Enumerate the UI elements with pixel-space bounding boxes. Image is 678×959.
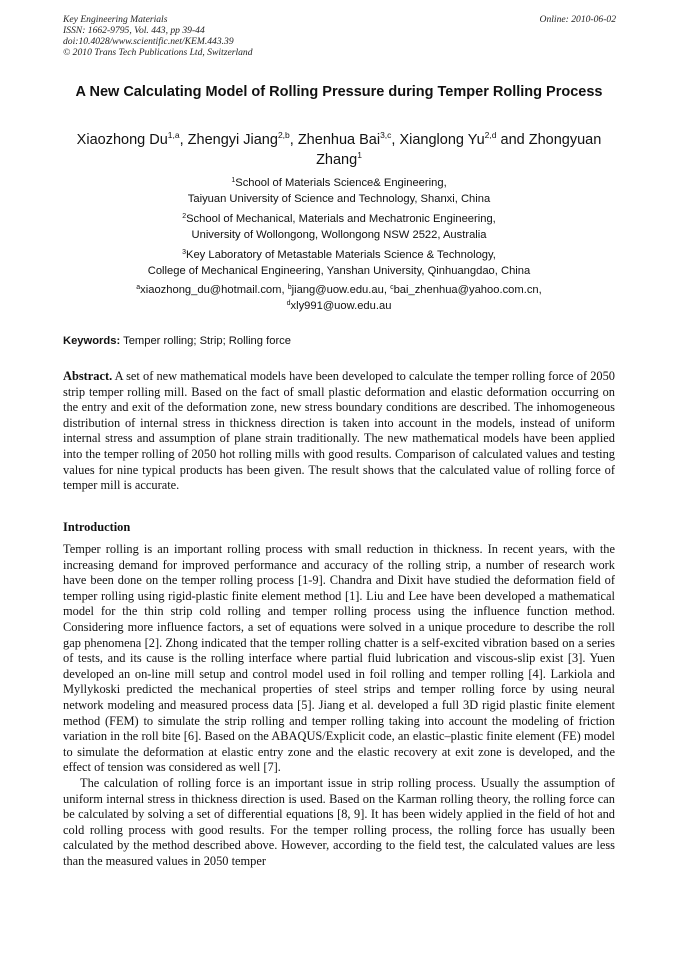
author-name: Xianglong Yu bbox=[399, 132, 485, 148]
affiliation-line: University of Wollongong, Wollongong NSW 2522, Australia bbox=[191, 229, 487, 241]
author-separator: , bbox=[391, 132, 400, 148]
author-separator: and bbox=[496, 132, 529, 148]
affiliation-line: Key Laboratory of Metastable Materials Science & Technology, bbox=[186, 249, 496, 261]
affiliation-number: 1 bbox=[231, 177, 236, 184]
author-affil-mark: 1 bbox=[357, 150, 362, 160]
introduction-body bbox=[63, 542, 615, 869]
affiliation bbox=[63, 248, 615, 279]
email-address: bai_zhenhua@yahoo.com.cn, bbox=[393, 284, 542, 296]
section-heading-introduction: Introduction bbox=[63, 520, 131, 534]
keywords-text: Temper rolling; Strip; Rolling force bbox=[120, 335, 291, 347]
journal-info bbox=[63, 14, 253, 58]
issn-line: ISSN: 1662-9795, Vol. 443, pp 39-44 bbox=[63, 25, 205, 36]
author-affil-mark: 1,a bbox=[167, 130, 180, 140]
online-date: Online: 2010-06-02 bbox=[539, 14, 616, 25]
abstract-label: Abstract. bbox=[63, 369, 113, 383]
email-address: xly991@uow.edu.au bbox=[290, 300, 392, 312]
affiliation-list bbox=[63, 176, 615, 284]
author-name: Zhongyuan Zhang bbox=[316, 132, 602, 168]
author-name: Zhenhua Bai bbox=[297, 132, 381, 148]
affiliation bbox=[63, 212, 615, 243]
keywords bbox=[63, 334, 291, 348]
author-list bbox=[63, 131, 615, 171]
paper-title: A New Calculating Model of Rolling Pressure during Temper Rolling Process bbox=[75, 84, 603, 100]
affiliation bbox=[63, 176, 615, 207]
affiliation-number: 3 bbox=[182, 249, 186, 256]
affiliation-line: School of Materials Science& Engineering, bbox=[235, 177, 447, 189]
abstract bbox=[63, 369, 615, 494]
body-paragraph: The calculation of rolling force is an important issue in strip rolling process. Usually the assumption of uniform internal stress in thickness direction is used. Based on the Karman rolling theory, the rolling force can be calculated by solving a set of differential equations [8, 9]. It has been widely applied in the field of hot and cold rolling process with good results. For the temper rolling process, the rolling force has usually been calculated by the method described above. However, according to the field test, the calculated values are less than the measured values in 2050 temper bbox=[63, 775, 615, 868]
author-affil-mark: 3,c bbox=[380, 130, 392, 140]
affiliation-line: School of Mechanical, Materials and Mechatronic Engineering, bbox=[186, 213, 496, 225]
author-separator: , bbox=[179, 132, 188, 148]
affiliation-line: College of Mechanical Engineering, Yanshan University, Qinhuangdao, China bbox=[147, 265, 531, 277]
keywords-label: Keywords: bbox=[63, 335, 121, 347]
email-address: xiaozhong_du@hotmail.com, bbox=[140, 284, 288, 296]
affiliation-number: 2 bbox=[182, 213, 187, 220]
abstract-text: A set of new mathematical models have been developed to calculate the temper rolling force of 2050 strip temper rolling mill. Based on the fact of small plastic deformation and elastic deformation occurring on the entry and exit of the deformation zone, new stress boundary conditions are described. The inhomogeneous distribution of internal stress in thickness direction is taken into account in the models, instead of uniform internal stress and assumption of plane strain traditionally. The new mathematical models have been applied into the temper rolling of 2050 hot rolling mills with good results. Comparison of calculated values and testing values for nine typical products has been given. The result shows that the calculated value of rolling force of temper mill is accurate. bbox=[63, 369, 615, 493]
journal-name: Key Engineering Materials bbox=[63, 14, 168, 25]
doi-line: doi:10.4028/www.scientific.net/KEM.443.39 bbox=[63, 36, 234, 47]
author-affil-mark: 2,d bbox=[484, 130, 497, 140]
affiliation-line: Taiyuan University of Science and Technology, Shanxi, China bbox=[187, 193, 491, 205]
author-separator: , bbox=[289, 132, 298, 148]
author-affil-mark: 2,b bbox=[277, 130, 290, 140]
copyright-line: © 2010 Trans Tech Publications Ltd, Switzerland bbox=[63, 47, 253, 58]
author-name: Xiaozhong Du bbox=[76, 132, 168, 148]
body-paragraph: Temper rolling is an important rolling process with small reduction in thickness. In recent years, with the increasing demand for improved performance and accuracy of the rolling strip, a number of research work have been done on the temper rolling process [1-9]. Chandra and Dixit have studied the deformation field of temper rolling using rigid-plastic finite element method [1]. Liu and Lee have been developed a mathematical model for the thin strip cold rolling and temper rolling process using the influence function method. Considering more influence factors, a set of equations were solved in a unique procedure to describe the roll gap phenomena [2]. Zhong indicated that the temper rolling chatter is a self-excited vibration based on a series of tests, and its cause is the rolling interface where partial fluid lubrication and viscous-slip exist [3]. Yuen developed an on-line mill setup and control model used in foil rolling and temper rolling [4]. Larkiola and Myllykoski predicted the mechanical properties of steel strips and temper rolling force by using neural network modeling and measured process data [5]. Jiang et al. developed a full 3D rigid plastic finite element method (FEM) to simulate the strip rolling and temper rolling taking into account the modeling of friction variation in the roll bite [6]. Based on the ABAQUS/Explicit code, an elastic–plastic finite element (FE) model to simulate the deformation at elastic entry zone and the elastic recovery at exit zone is developed, and the effect of tension was considered as well [7]. bbox=[63, 542, 615, 775]
email-list: $^a$xiaozhong_du@hotmail.com, $^b$jiang@uow.edu.au, $^c$bai_zhenhua@yahoo.com.cn, $^d$xly991@uow.edu.au bbox=[136, 284, 542, 312]
email-address: jiang@uow.edu.au, bbox=[291, 284, 391, 296]
author-name: Zhengyi Jiang bbox=[187, 132, 278, 148]
